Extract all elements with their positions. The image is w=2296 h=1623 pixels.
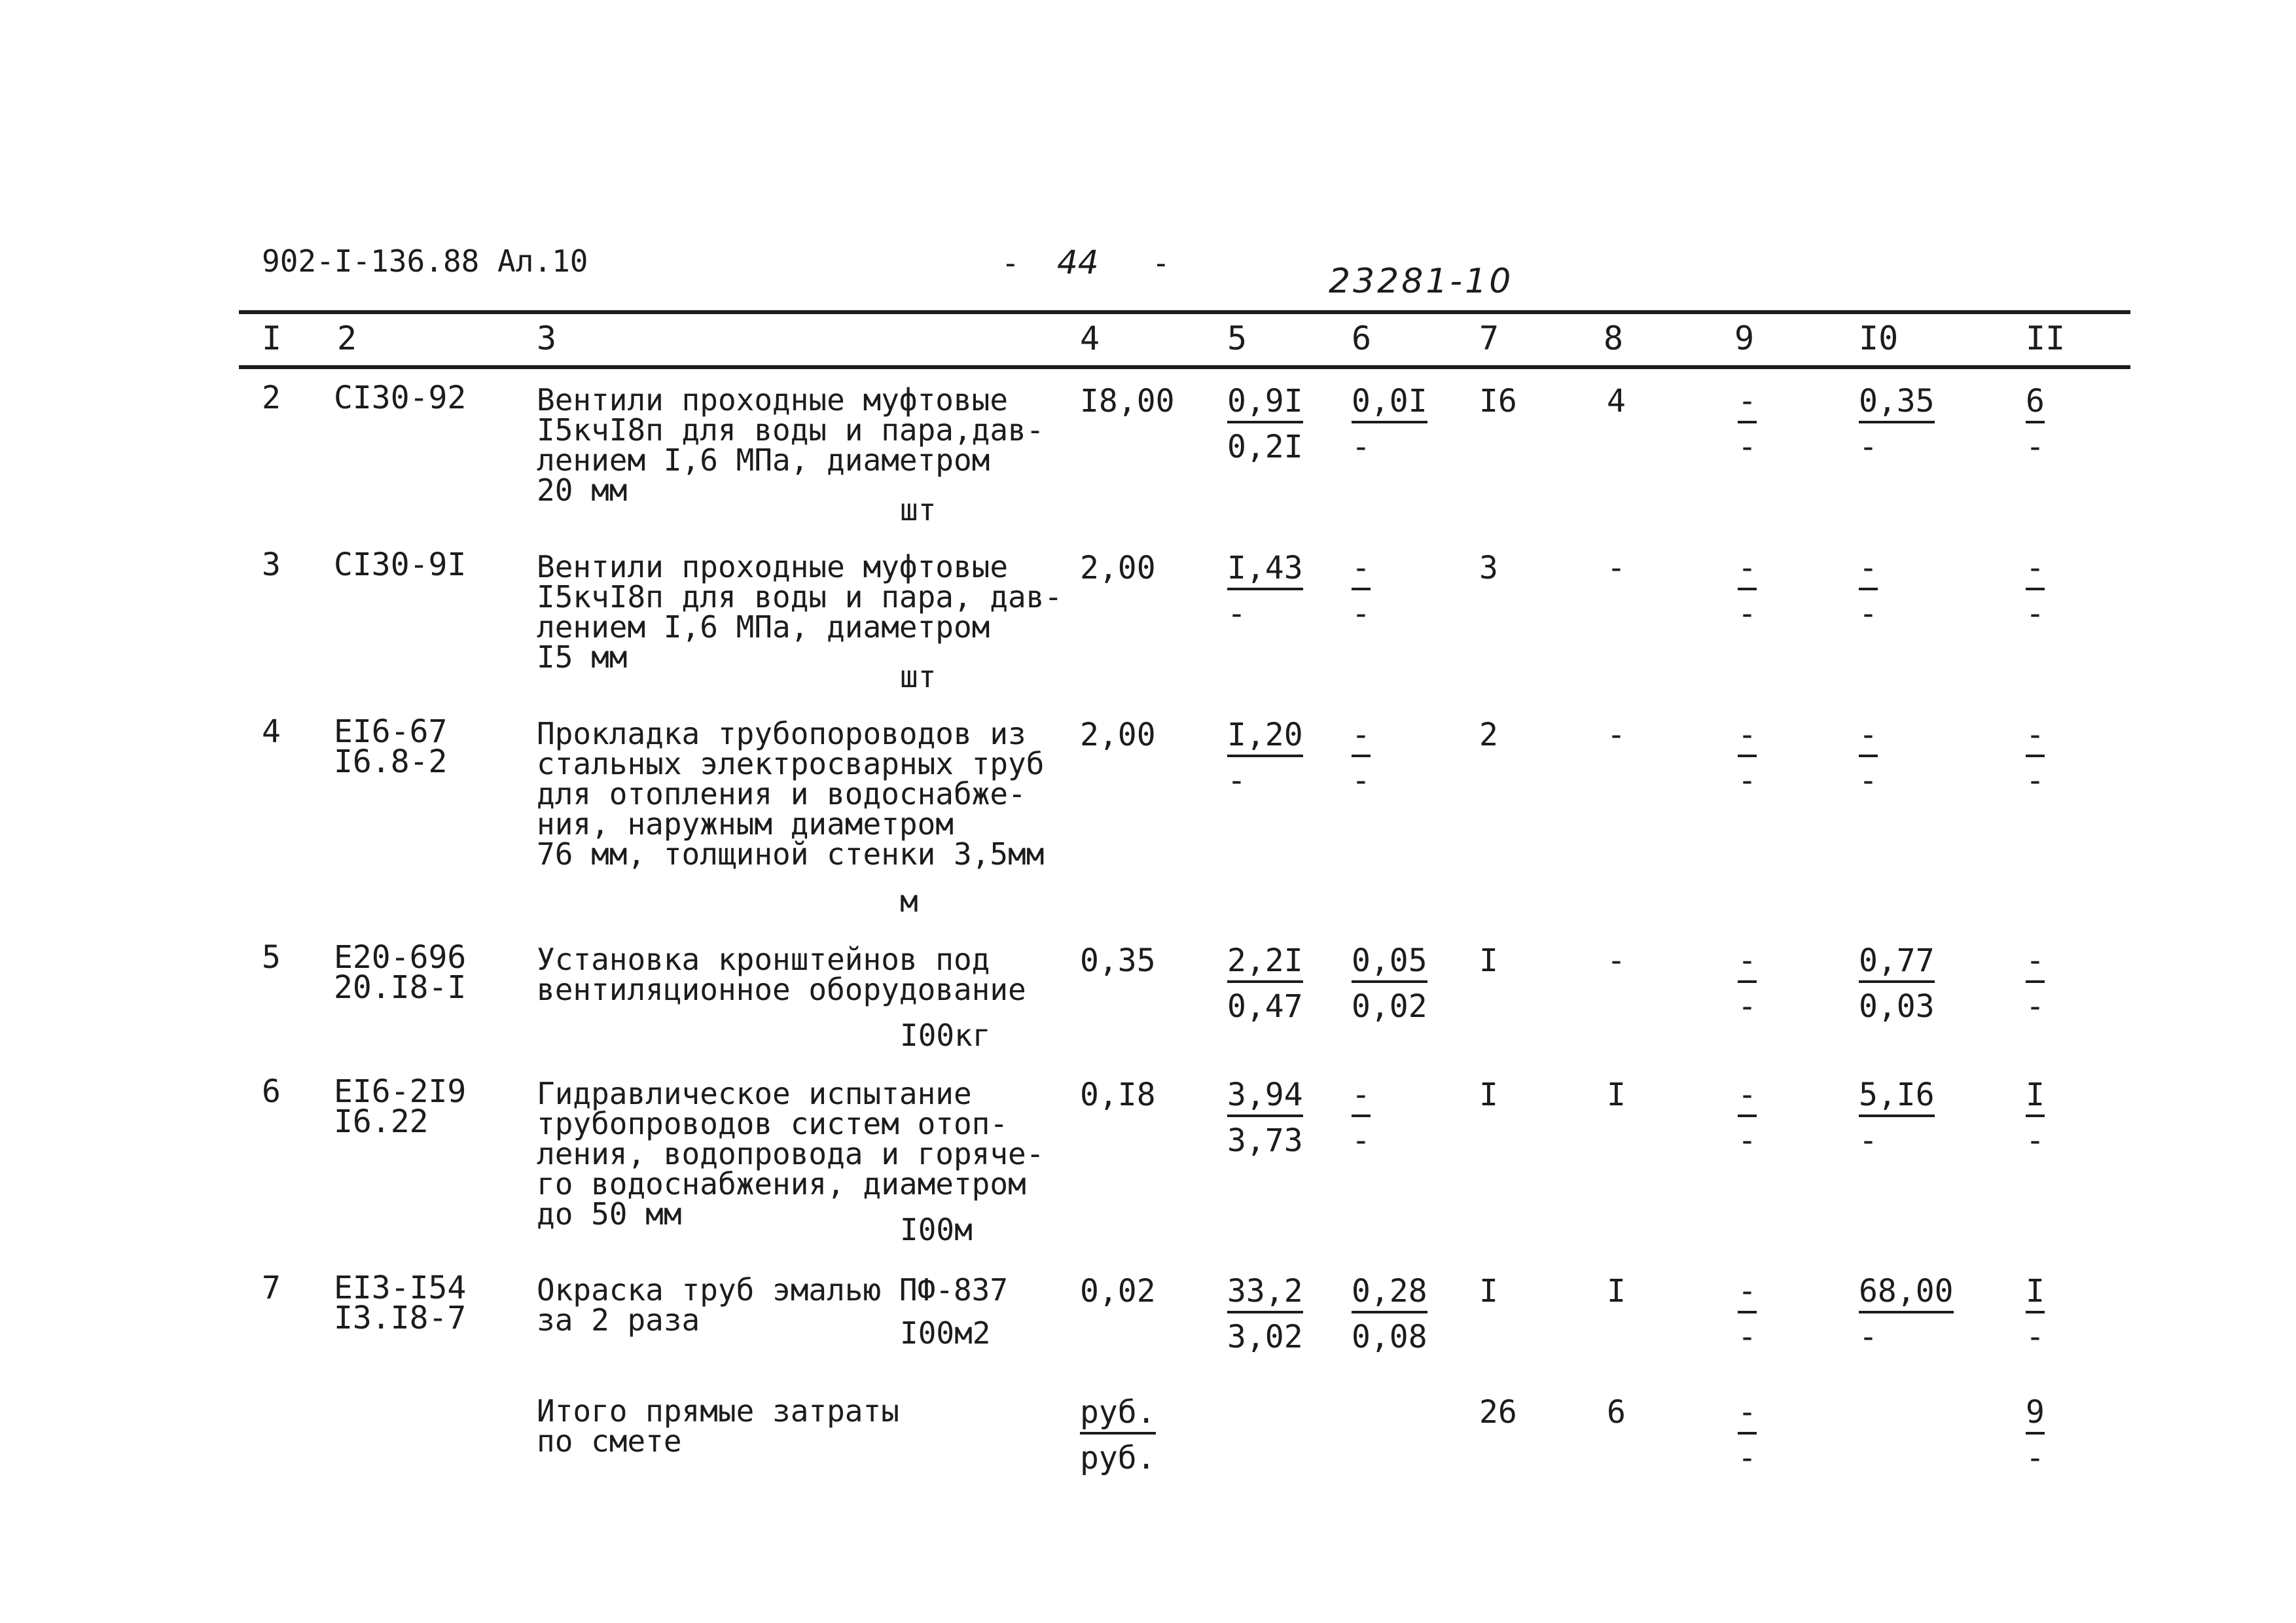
description-line: лением I,6 МПа, диаметром <box>537 609 990 645</box>
col9-bottom: - <box>1738 596 1757 632</box>
col5-top: I,20 <box>1227 717 1303 757</box>
col6-top: 0,0I <box>1352 383 1427 423</box>
value-top <box>1352 550 1371 590</box>
col5-bottom: - <box>1227 762 1246 799</box>
col5-top: I,43 <box>1227 550 1303 590</box>
column-number: 3 <box>537 319 557 357</box>
description-line: I5кчI8п для воды и пара, дав- <box>537 579 1063 615</box>
description-line: I5 мм <box>537 639 628 675</box>
value-top <box>1738 1394 1757 1435</box>
unit-of-measure: I00м2 <box>900 1315 991 1351</box>
value-top <box>1227 550 1303 590</box>
rate-code: I6.8-2 <box>334 743 448 780</box>
quantity: 0,35 <box>1080 942 1156 979</box>
rate-code: EI6-2I9 <box>334 1073 467 1110</box>
col9-bottom: - <box>1738 1319 1757 1355</box>
page-number: 44 <box>1057 243 1099 281</box>
rate-code: EI3-I54 <box>334 1270 467 1306</box>
total-label: Итого прямые затраты <box>537 1393 899 1429</box>
table-top-rule <box>239 310 2130 314</box>
description-line: Гидравлическое испытание <box>537 1076 972 1111</box>
col9-bottom: - <box>1738 988 1757 1025</box>
col8-value: - <box>1607 942 1626 979</box>
value-top <box>2026 1273 2045 1313</box>
col6-top: - <box>1352 717 1371 757</box>
unit-of-measure: м <box>900 883 918 919</box>
col6-bottom: - <box>1352 762 1371 799</box>
col8-value: I <box>1607 1077 1626 1113</box>
col6-bottom: 0,08 <box>1352 1319 1427 1355</box>
col6-top: 0,28 <box>1352 1273 1427 1313</box>
rate-code: I6.22 <box>334 1103 429 1140</box>
quantity: 0,I8 <box>1080 1077 1156 1113</box>
col11-bottom: - <box>2026 596 2045 632</box>
value-top <box>1352 942 1427 983</box>
col8-value: I <box>1607 1273 1626 1310</box>
col8-value: - <box>1607 717 1626 753</box>
description-line: I5кчI8п для воды и пара,дав- <box>537 412 1045 448</box>
column-number: I0 <box>1859 319 1899 357</box>
col5-top: 3,94 <box>1227 1077 1303 1117</box>
row-number: 6 <box>262 1073 281 1110</box>
col9-top: - <box>1738 550 1757 590</box>
description-line: 76 мм, толщиной стенки 3,5мм <box>537 836 1045 872</box>
description-line: Прокладка трубопороводов из <box>537 716 1026 751</box>
column-number: 9 <box>1734 319 1755 357</box>
col9-top: - <box>1738 717 1757 757</box>
col10-top: 68,00 <box>1859 1273 1954 1313</box>
description-line: трубопроводов систем отоп- <box>537 1106 1009 1141</box>
col7-value: I <box>1479 1077 1498 1113</box>
col6-bottom: 0,02 <box>1352 988 1427 1025</box>
col9-top: - <box>1738 942 1757 983</box>
unit-of-measure: шт <box>900 659 937 694</box>
column-number: II <box>2026 319 2066 357</box>
value-top <box>1227 1077 1303 1117</box>
col6-bottom: - <box>1352 596 1371 632</box>
col10-bottom: - <box>1859 762 1878 799</box>
value-top <box>1080 1394 1156 1435</box>
value-top <box>1227 717 1303 757</box>
document-code: 902-I-136.88 Ал.10 <box>262 243 588 279</box>
total-col11-bottom: - <box>2026 1440 2045 1476</box>
column-number: 5 <box>1227 319 1247 357</box>
document-number: 23281-10 <box>1329 262 1514 301</box>
value-top <box>1738 1273 1757 1313</box>
total-col7: 26 <box>1479 1394 1517 1431</box>
total-label: по смете <box>537 1423 682 1459</box>
total-col11-top: 9 <box>2026 1394 2045 1435</box>
value-top <box>1738 942 1757 983</box>
page-dash-right: - <box>1152 245 1170 281</box>
row-number: 3 <box>262 546 281 583</box>
description-line: го водоснабжения, диаметром <box>537 1166 1026 1202</box>
rate-code: I3.I8-7 <box>334 1300 467 1336</box>
row-number: 4 <box>262 713 281 750</box>
col10-top: 0,77 <box>1859 942 1935 983</box>
value-top <box>1859 717 1878 757</box>
value-top <box>2026 942 2045 983</box>
col6-top: - <box>1352 550 1371 590</box>
column-number: 2 <box>337 319 357 357</box>
col7-value: 2 <box>1479 717 1498 753</box>
value-top <box>2026 717 2045 757</box>
col5-bottom: 3,73 <box>1227 1122 1303 1159</box>
quantity: 2,00 <box>1080 717 1156 753</box>
col9-top: - <box>1738 1077 1757 1117</box>
col10-bottom: 0,03 <box>1859 988 1935 1025</box>
total-col9-bottom: - <box>1738 1440 1757 1476</box>
quantity: I8,00 <box>1080 383 1175 419</box>
value-top <box>1227 383 1303 423</box>
col11-top: - <box>2026 942 2045 983</box>
col8-value: 4 <box>1607 383 1626 419</box>
col11-top: - <box>2026 717 2045 757</box>
total-col9-top: - <box>1738 1394 1757 1435</box>
col10-bottom: - <box>1859 1319 1878 1355</box>
total-currency-bottom: руб. <box>1080 1440 1156 1476</box>
col10-top: - <box>1859 550 1878 590</box>
row-number: 5 <box>262 939 281 976</box>
col11-bottom: - <box>2026 1319 2045 1355</box>
description-line: для отопления и водоснабже- <box>537 776 1026 812</box>
col10-top: 5,I6 <box>1859 1077 1935 1117</box>
col11-bottom: - <box>2026 762 2045 799</box>
description-line: Установка кронштейнов под <box>537 942 990 977</box>
value-top <box>1859 1077 1935 1117</box>
quantity: 2,00 <box>1080 550 1156 586</box>
col8-value: - <box>1607 550 1626 586</box>
col5-bottom: 0,47 <box>1227 988 1303 1025</box>
description-line: ления, водопровода и горяче- <box>537 1136 1045 1171</box>
col9-top: - <box>1738 1273 1757 1313</box>
value-top <box>2026 550 2045 590</box>
col11-top: I <box>2026 1077 2045 1117</box>
col11-bottom: - <box>2026 988 2045 1025</box>
description-line: ния, наружным диаметром <box>537 806 954 842</box>
col7-value: I <box>1479 1273 1498 1310</box>
description-line: стальных электросварных труб <box>537 746 1045 781</box>
value-top <box>1227 1273 1303 1313</box>
col5-top: 2,2I <box>1227 942 1303 983</box>
value-top <box>2026 383 2045 423</box>
row-number: 7 <box>262 1270 281 1306</box>
description-line: 20 мм <box>537 473 628 508</box>
col11-top: 6 <box>2026 383 2045 423</box>
col10-bottom: - <box>1859 1122 1878 1159</box>
col9-bottom: - <box>1738 762 1757 799</box>
col5-bottom: 0,2I <box>1227 429 1303 465</box>
value-top <box>2026 1077 2045 1117</box>
column-number: 8 <box>1604 319 1624 357</box>
col7-value: I <box>1479 942 1498 979</box>
value-top <box>1859 550 1878 590</box>
col9-bottom: - <box>1738 429 1757 465</box>
rate-code: E20-696 <box>334 939 467 976</box>
description-line: Вентили проходные муфтовые <box>537 382 1009 418</box>
total-col8: 6 <box>1607 1394 1626 1431</box>
rate-code: CI30-92 <box>334 380 467 416</box>
value-top <box>1227 942 1303 983</box>
value-top <box>1352 717 1371 757</box>
col9-top: - <box>1738 383 1757 423</box>
col7-value: 3 <box>1479 550 1498 586</box>
page-dash-left: - <box>1001 245 1020 281</box>
col10-top: 0,35 <box>1859 383 1935 423</box>
description-line: Окраска труб эмалью ПФ-837 <box>537 1272 1009 1308</box>
col6-top: 0,05 <box>1352 942 1427 983</box>
value-top <box>1859 383 1935 423</box>
col11-bottom: - <box>2026 429 2045 465</box>
col6-bottom: - <box>1352 429 1371 465</box>
value-top <box>1859 1273 1954 1313</box>
description-line: до 50 мм <box>537 1196 682 1232</box>
unit-of-measure: шт <box>900 492 937 527</box>
col10-bottom: - <box>1859 596 1878 632</box>
col5-bottom: - <box>1227 596 1246 632</box>
description-line: вентиляционное оборудование <box>537 972 1026 1007</box>
col10-top: - <box>1859 717 1878 757</box>
value-top <box>1738 717 1757 757</box>
rate-code: 20.I8-I <box>334 969 467 1006</box>
value-top <box>1738 383 1757 423</box>
column-number: 7 <box>1479 319 1499 357</box>
quantity: 0,02 <box>1080 1273 1156 1310</box>
col7-value: I6 <box>1479 383 1517 419</box>
col5-top: 0,9I <box>1227 383 1303 423</box>
value-top <box>1859 942 1935 983</box>
value-top <box>1352 1077 1371 1117</box>
value-top <box>1352 383 1427 423</box>
description-line: лением I,6 МПа, диаметром <box>537 442 990 478</box>
value-top <box>1352 1273 1427 1313</box>
column-number: 4 <box>1080 319 1100 357</box>
row-number: 2 <box>262 380 281 416</box>
col11-top: - <box>2026 550 2045 590</box>
col6-top: - <box>1352 1077 1371 1117</box>
total-currency-top: руб. <box>1080 1394 1156 1435</box>
col5-bottom: 3,02 <box>1227 1319 1303 1355</box>
column-number: I <box>262 319 282 357</box>
col5-top: 33,2 <box>1227 1273 1303 1313</box>
col9-bottom: - <box>1738 1122 1757 1159</box>
value-top <box>2026 1394 2045 1435</box>
description-line: Вентили проходные муфтовые <box>537 549 1009 584</box>
column-number: 6 <box>1352 319 1372 357</box>
value-top <box>1738 1077 1757 1117</box>
col6-bottom: - <box>1352 1122 1371 1159</box>
col10-bottom: - <box>1859 429 1878 465</box>
value-top <box>1738 550 1757 590</box>
rate-code: CI30-9I <box>334 546 467 583</box>
header-bottom-rule <box>239 365 2130 369</box>
description-line: за 2 раза <box>537 1302 700 1338</box>
rate-code: EI6-67 <box>334 713 448 750</box>
unit-of-measure: I00кг <box>900 1018 991 1053</box>
unit-of-measure: I00м <box>900 1212 973 1247</box>
col11-bottom: - <box>2026 1122 2045 1159</box>
col11-top: I <box>2026 1273 2045 1313</box>
